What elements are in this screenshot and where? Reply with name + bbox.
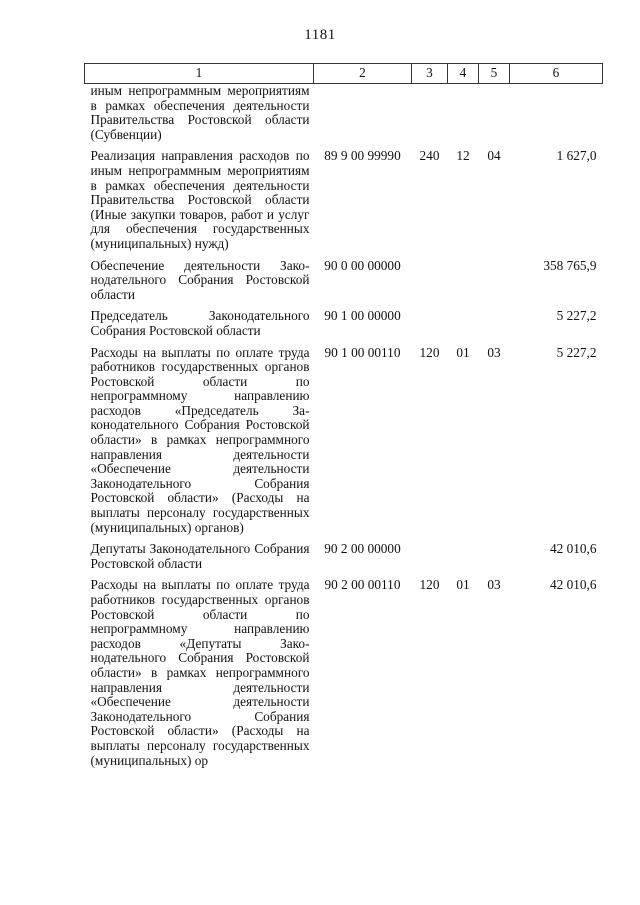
row-description: Расходы на выплаты по оплате труда работников государственных органов Ростовской области по непрограммному направлению расходов «Депутаты Законодательного Собрания Ростовской области» в рамках непрограммного направления деятельности «Обеспечение деятельности Законодательного Собрания Ростовской области» (Расходы на выплаты персоналу государственных (муниципальных) ор <box>90 577 310 768</box>
row-description: Председатель Законодательного Собрания Ростовской области <box>90 308 310 338</box>
row-pr <box>479 309 510 345</box>
row-pr <box>479 542 510 578</box>
row-sum <box>510 84 603 150</box>
header-col-1: 1 <box>85 64 314 84</box>
row-description: Депутаты Законодательного Собрания Ростовской области <box>90 541 310 571</box>
row-vr <box>412 542 448 578</box>
row-rz: 01 <box>456 577 470 593</box>
row-description: Расходы на выплаты по оплате труда работников государственных органов Ростовской области по непрограммному направлению расходов «Председатель Законодательного Собрания Ростовской области» в рамках непрограммного направления деятельности «Обеспечение деятельности Законодательного Собрания Ростовской области» (Расходы на выплаты персоналу государственных (муниципальных) органов) <box>90 344 310 535</box>
row-description: Реализация направления расходов по иным непрограммным мероприятиям в рамках обеспечения деятельности Правительства Ростовской области (Иные закупки товаров, работ и услуг для обеспечения государственных (муниципальных) нужд) <box>90 148 310 251</box>
row-code: 90 1 00 00110 <box>324 344 401 360</box>
table-row <box>85 309 603 345</box>
row-sum: 1 627,0 <box>556 148 597 164</box>
row-pr: 03 <box>487 577 501 593</box>
row-code: 90 2 00 00110 <box>324 577 401 593</box>
header-col-5: 5 <box>479 64 510 84</box>
row-description: иным непрограммным мероприятиям в рамках обеспечения деятельности Правительства Ростовской области (Субвенции) <box>90 83 310 142</box>
row-sum: 5 227,2 <box>556 308 597 324</box>
header-col-2: 2 <box>314 64 412 84</box>
row-vr: 120 <box>419 577 440 593</box>
row-vr <box>412 259 448 310</box>
row-code: 90 2 00 00000 <box>324 541 401 557</box>
row-rz: 12 <box>456 148 470 164</box>
row-pr <box>479 84 510 150</box>
page-number: 1181 <box>304 27 336 43</box>
row-rz <box>448 84 479 150</box>
table-row <box>85 84 603 150</box>
row-sum: 358 765,9 <box>543 257 597 273</box>
row-vr: 120 <box>419 344 440 360</box>
row-sum: 42 010,6 <box>549 577 597 593</box>
table-row <box>85 259 603 310</box>
row-code: 90 0 00 00000 <box>324 257 401 273</box>
header-col-6: 6 <box>510 64 603 84</box>
row-rz: 01 <box>456 344 470 360</box>
row-vr: 240 <box>419 148 440 164</box>
row-pr <box>479 259 510 310</box>
row-sum: 5 227,2 <box>556 344 597 360</box>
row-rz <box>448 259 479 310</box>
row-vr <box>412 84 448 150</box>
row-pr: 03 <box>487 344 501 360</box>
header-col-3: 3 <box>412 64 448 84</box>
table-row <box>85 542 603 578</box>
row-code: 90 1 00 00000 <box>324 308 401 324</box>
table-row <box>85 578 603 775</box>
row-sum: 42 010,6 <box>549 541 597 557</box>
row-description: Обеспечение деятельности Законодательного Собрания Ростовской области <box>90 257 310 302</box>
row-vr <box>412 309 448 345</box>
header-col-4: 4 <box>448 64 479 84</box>
table-row <box>85 149 603 258</box>
table-row <box>85 346 603 543</box>
budget-table <box>84 63 603 775</box>
header-row <box>85 64 603 84</box>
row-pr: 04 <box>487 148 501 164</box>
row-rz <box>448 542 479 578</box>
row-code: 89 9 00 99990 <box>324 148 401 164</box>
row-rz <box>448 309 479 345</box>
row-code <box>314 84 412 150</box>
